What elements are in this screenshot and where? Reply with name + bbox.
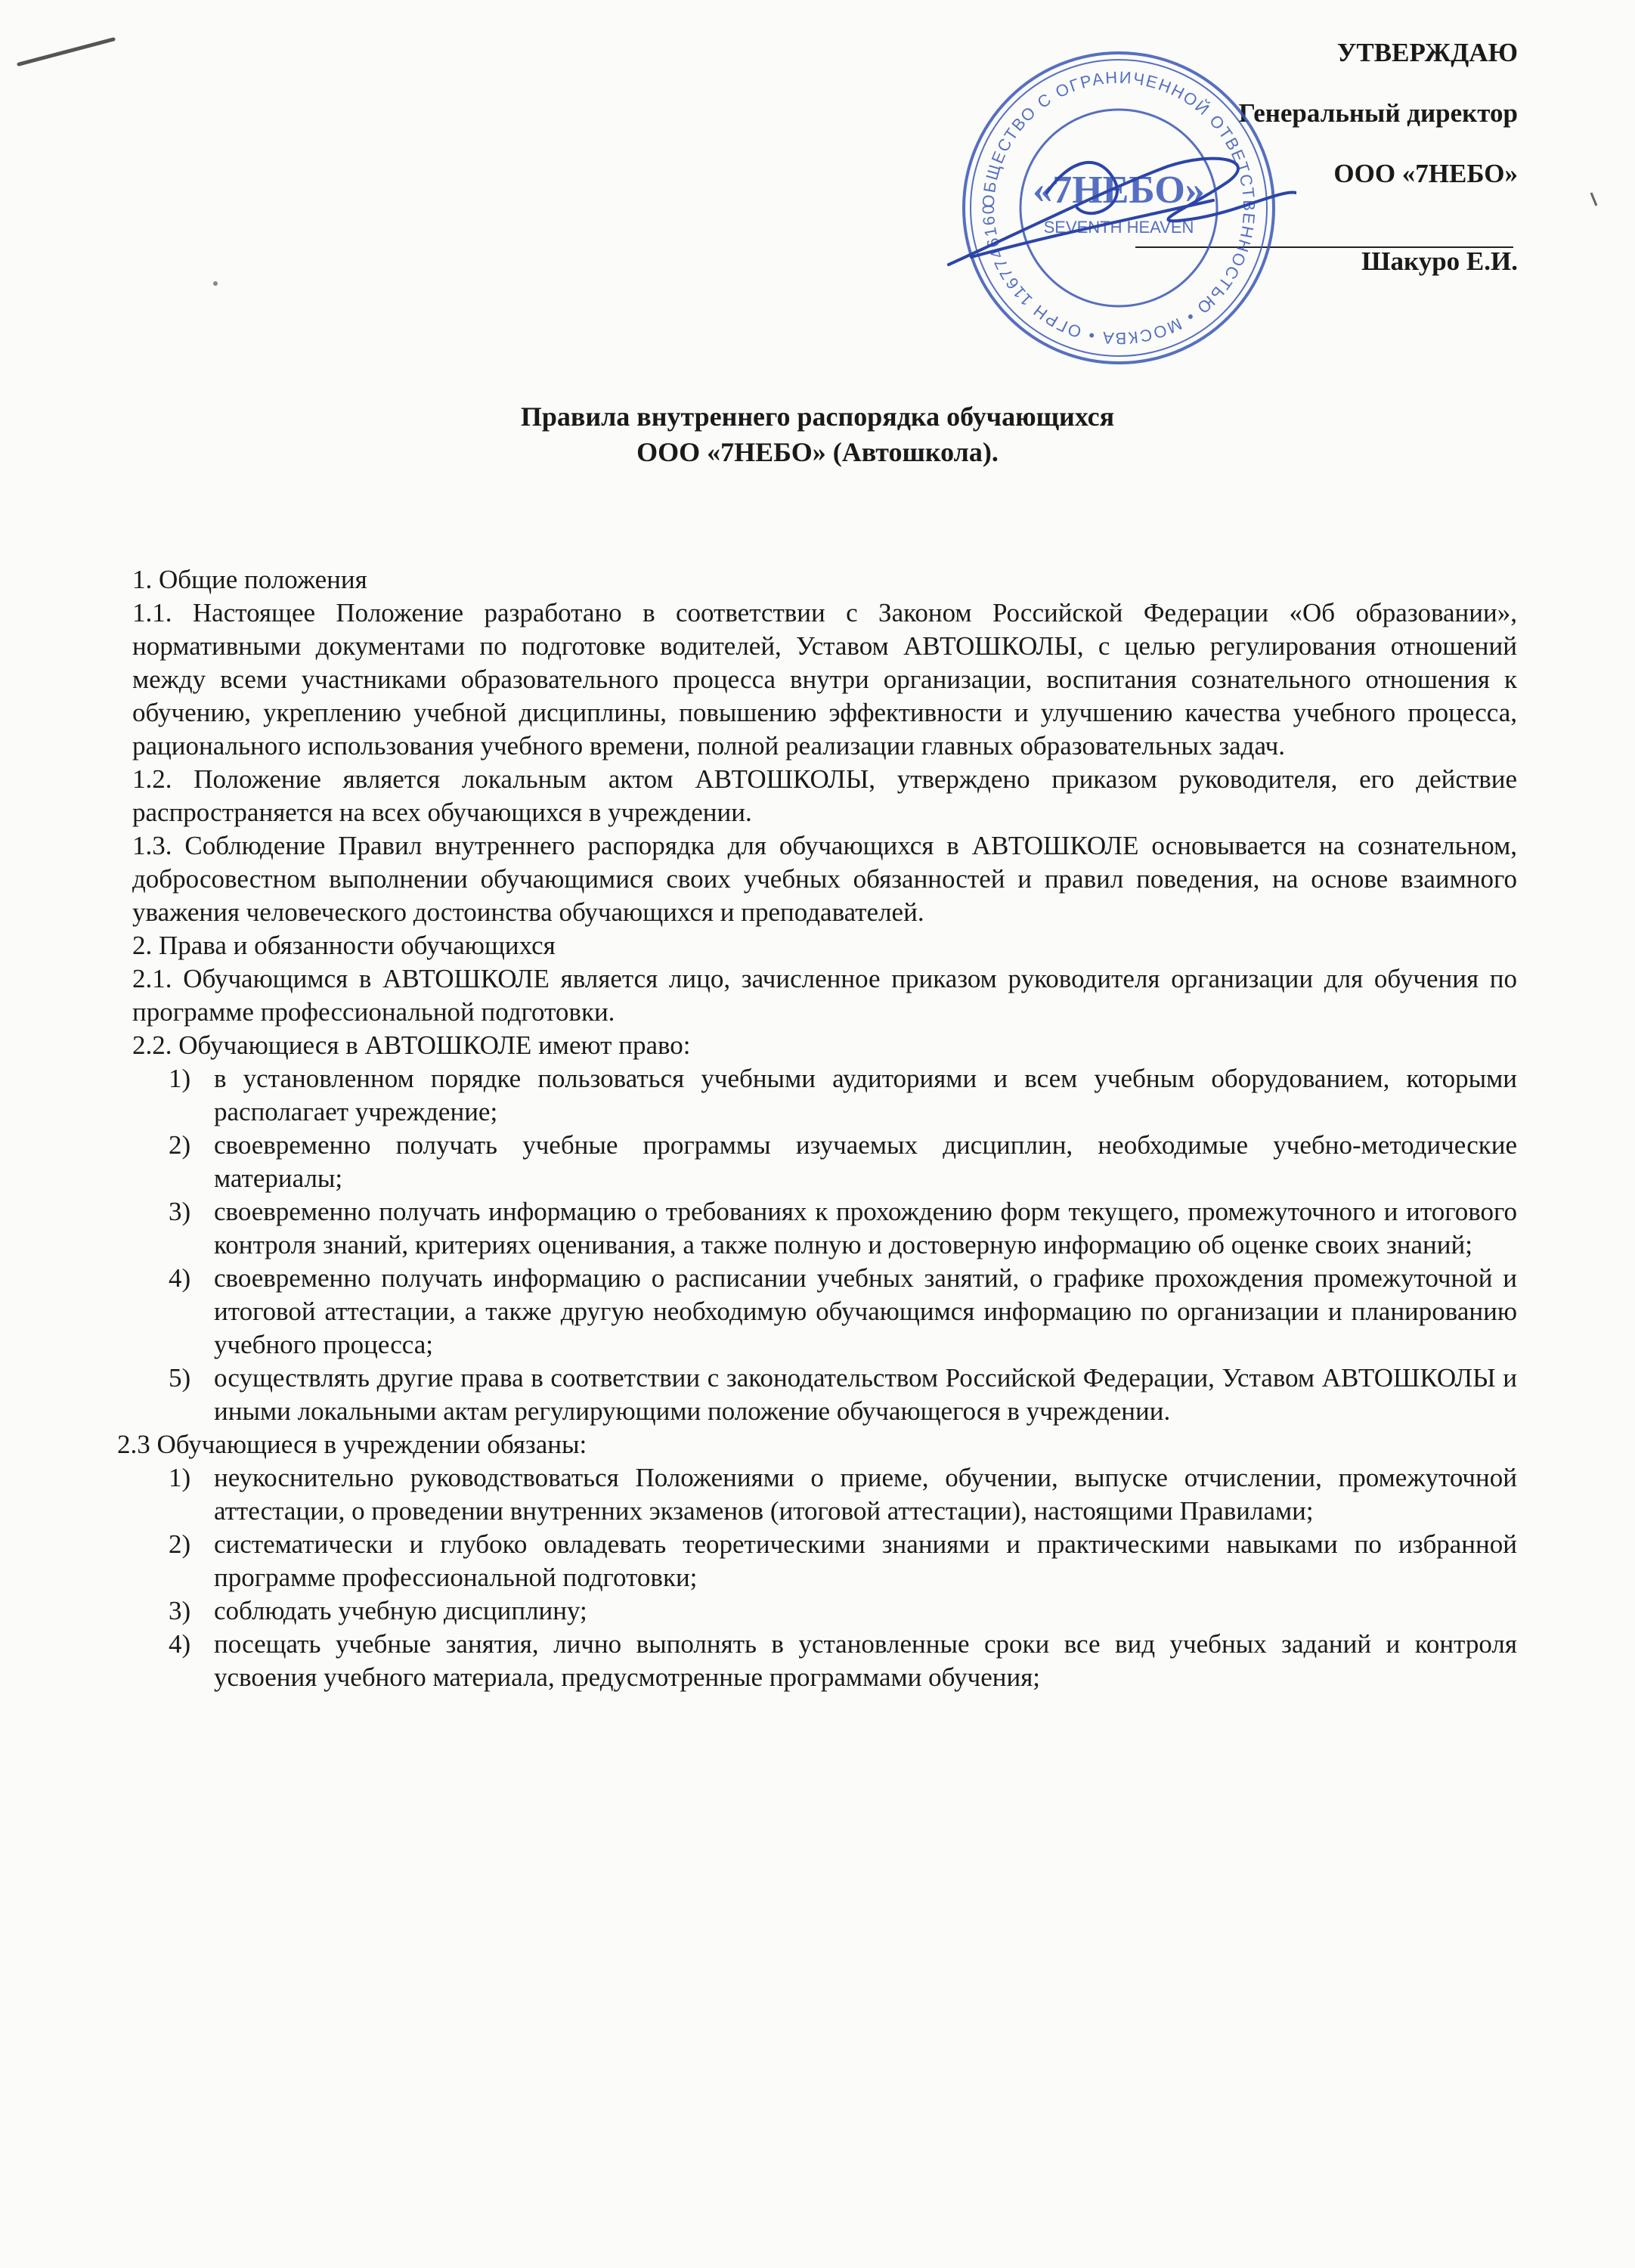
list-item: 4) посещать учебные занятия, лично выполнять в установленные сроки все вид учебных заданий и контроля усвоения учебного материала, предусмотренные программами обучения; [169,1629,1517,1692]
approval-position: Генеральный директор [1238,98,1518,128]
list-item: 3) своевременно получать информацию о требованиях к прохождению форм текущего, промежуточного и итогового контроля знаний, критериях оценивания, а также полную и достоверную информацию об оценке своих знаний; [169,1197,1517,1259]
paragraph-1-1: 1.1. Настоящее Положение разработано в соответствии с Законом Российской Федерации «Об образовании», нормативными документами по подготовке водителей, Уставом АВТОШКОЛЫ, с целью регулирования отношений между всеми участниками образовательного процесса внутри организации, воспитания сознательного отношения к обучению, укреплению учебной дисциплины, повышению эффективности и улучшению качества учебного процесса, рационального использования учебного времени, полной реализации главных образовательных задач. [132,598,1517,761]
list-item: 5) осуществлять другие права в соответствии с законодательством Российской Федерации, Уставом АВТОШКОЛЫ и иными локальными актам регулирующими положение обучающегося в учреждении. [169,1363,1517,1426]
approval-signatory: Шакуро Е.И. [1361,246,1518,276]
document-title [0,399,1635,470]
svg-text:ОБЩЕСТВО С ОГРАНИЧЕННОЙ ОТВЕТС: ОБЩЕСТВО С ОГРАНИЧЕННОЙ ОТВЕТСТВЕННОСТЬЮ • МОСКВА • ОГРН 1167746160 [978,67,1259,349]
paragraph-2-2: 2.2. Обучающиеся в АВТОШКОЛЕ имеют право: [132,1030,691,1060]
title-line-1: Правила внутреннего распорядка обучающихся [520,401,1115,432]
approval-organization: ООО «7НЕБО» [1333,159,1518,188]
paragraph-1-2: 1.2. Положение является локальным актом АВТОШКОЛЫ, утверждено приказом руководителя, его действие распространяется на всех обучающихся в учреждении. [132,764,1517,827]
list-item: 1) в установленном порядке пользоваться учебными аудиториями и всем учебным оборудованием, которыми располагает учреждение; [169,1064,1517,1126]
paragraph-2-3: 2.3 Обучающиеся в учреждении обязаны: [117,1430,587,1459]
company-stamp [941,38,1296,378]
stamp-icon [941,38,1296,378]
list-item: 1) неукоснительно руководствоваться Положениями о приеме, обучении, выпуске отчислении, промежуточной аттестации, о проведении внутренних экзаменов (итоговой аттестации), настоящими Правилами; [169,1463,1517,1526]
svg-text:SEVENTH HEAVEN: SEVENTH HEAVEN [1043,218,1194,237]
scan-artifact-dot [1587,189,1602,212]
rights-list [132,1062,1517,1428]
list-item: 4) своевременно получать информацию о расписании учебных занятий, о графике прохождения промежуточной и итоговой аттестации, а также другую необходимую обучающимся информацию по организации и планированию учебного процесса; [169,1263,1517,1359]
paragraph-1-3: 1.3. Соблюдение Правил внутреннего распорядка для обучающихся в АВТОШКОЛЕ основывается на сознательном, добросовестном выполнении обучающимися своих учебных обязанностей и правил поведения, на основе взаимного уважения человеческого достоинства обучающихся и преподавателей. [132,831,1517,927]
section-1-heading: 1. Общие положения [132,565,367,594]
list-item: 2) систематически и глубоко овладевать теоретическими знаниями и практическими навыками по избранной программе профессиональной подготовки; [169,1529,1517,1592]
paragraph-2-1: 2.1. Обучающимся в АВТОШКОЛЕ является лицо, зачисленное приказом руководителя организации для обучения по программе профессиональной подготовки. [132,964,1517,1027]
duties-list [132,1461,1517,1694]
document-body [117,563,1517,1694]
svg-text:«7НЕБО»: «7НЕБО» [1033,169,1205,212]
approval-heading: УТВЕРЖДАЮ [1336,38,1518,67]
scan-artifact-dot [208,276,223,291]
title-line-2: ООО «7НЕБО» (Автошкола). [636,437,999,467]
section-2-heading: 2. Права и обязанности обучающихся [132,931,556,960]
list-item: 3) соблюдать учебную дисциплину; [169,1596,587,1625]
scan-artifact-line [15,30,121,76]
list-item: 2) своевременно получать учебные программы изучаемых дисциплин, необходимые учебно-методические материалы; [169,1130,1517,1193]
